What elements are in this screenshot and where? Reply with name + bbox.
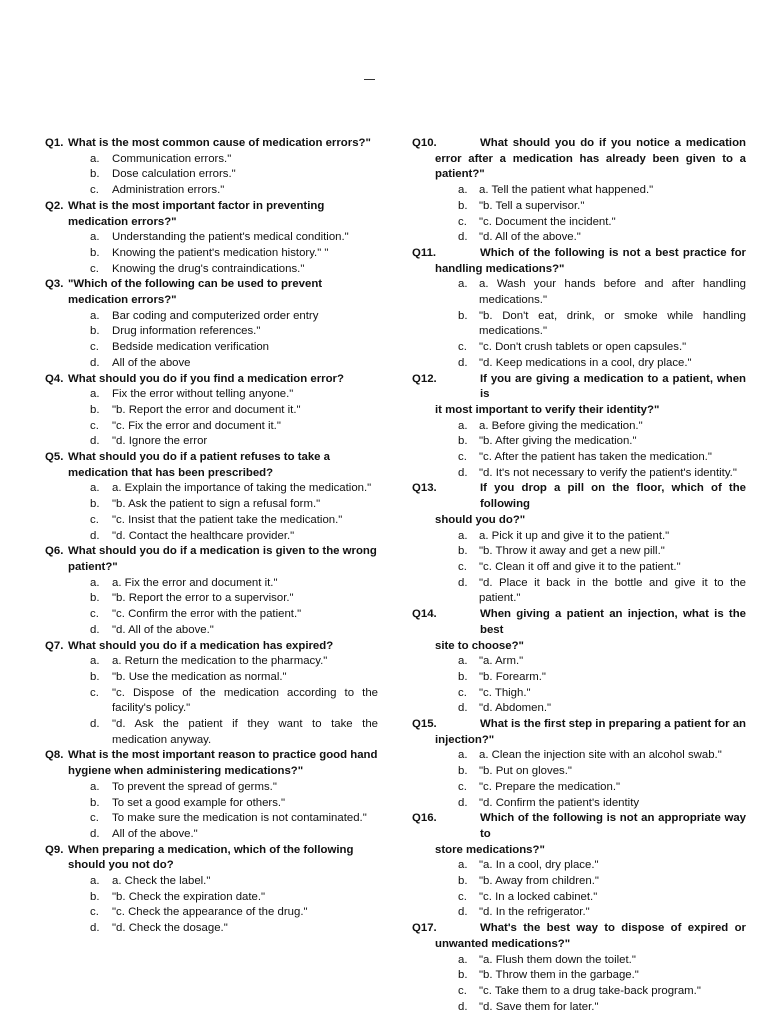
answer-option bbox=[45, 921, 378, 937]
option-letter: a. bbox=[458, 419, 468, 432]
option-letter: d. bbox=[90, 356, 100, 369]
option-text: "b. Ask the patient to sign a refusal form." bbox=[112, 498, 321, 511]
question-heading bbox=[412, 607, 746, 654]
option-text: a. Wash your hands before and after handling medications." bbox=[479, 278, 746, 307]
option-text: "d. Keep medications in a cool, dry place." bbox=[479, 356, 692, 369]
option-letter: d. bbox=[90, 922, 100, 935]
answer-option bbox=[412, 780, 746, 796]
option-text: "b. Report the error and document it." bbox=[112, 403, 301, 416]
question-text-line1: What should you do if you notice a medication bbox=[480, 137, 746, 149]
option-letter: b. bbox=[90, 592, 100, 605]
option-text: "d. Ignore the error bbox=[112, 435, 208, 448]
option-letter: b. bbox=[458, 969, 468, 982]
answer-option bbox=[412, 560, 746, 576]
option-letter: a. bbox=[458, 184, 468, 197]
answer-option bbox=[412, 764, 746, 780]
option-letter: c. bbox=[90, 341, 99, 354]
answer-option bbox=[412, 968, 746, 984]
option-text: "d. Confirm the patient's identity bbox=[479, 796, 640, 809]
option-text: "d. It's not necessary to verify the patient's identity." bbox=[479, 466, 737, 479]
question-block bbox=[45, 277, 378, 371]
option-text: Understanding the patient's medical condition." bbox=[112, 231, 349, 244]
question-text-line1: What's the best way to dispose of expired or bbox=[480, 922, 746, 935]
question-heading bbox=[45, 372, 378, 388]
option-letter: a. bbox=[90, 780, 100, 793]
question-number: Q1. bbox=[45, 137, 64, 149]
option-letter: d. bbox=[90, 529, 100, 542]
answer-option bbox=[412, 356, 746, 372]
question-number: Q11. bbox=[412, 246, 437, 259]
option-letter: c. bbox=[458, 890, 467, 903]
option-letter: d. bbox=[458, 906, 468, 919]
option-letter: b. bbox=[458, 435, 468, 448]
option-letter: c. bbox=[90, 812, 99, 825]
option-letter: a. bbox=[458, 655, 468, 668]
question-number: Q17. bbox=[412, 922, 437, 935]
answer-option bbox=[45, 340, 378, 356]
option-text: "b. After giving the medication." bbox=[479, 435, 637, 448]
question-heading bbox=[45, 136, 378, 152]
question-text-line2: unwanted medications?" bbox=[435, 937, 571, 950]
option-text: "a. In a cool, dry place." bbox=[479, 859, 599, 872]
option-letter: b. bbox=[90, 246, 100, 259]
answer-option bbox=[45, 811, 378, 827]
question-number: Q7. bbox=[45, 639, 64, 652]
option-text: a. Pick it up and give it to the patient." bbox=[479, 529, 670, 542]
option-text: "a. Arm." bbox=[479, 655, 524, 668]
answer-option bbox=[412, 748, 746, 764]
option-text: "c. Confirm the error with the patient." bbox=[112, 608, 302, 621]
answer-option bbox=[412, 984, 746, 1000]
question-block bbox=[45, 544, 378, 638]
answer-option bbox=[412, 309, 746, 340]
answer-option bbox=[45, 576, 378, 592]
option-letter: c. bbox=[90, 686, 99, 699]
option-letter: c. bbox=[458, 686, 467, 699]
question-block bbox=[45, 199, 378, 278]
question-block bbox=[45, 450, 378, 544]
question-text: What should you do if a medication is given to the wrong patient?" bbox=[68, 545, 377, 573]
option-text: "b. Forearm." bbox=[479, 670, 546, 683]
answer-option bbox=[412, 419, 746, 435]
option-letter: c. bbox=[458, 215, 467, 228]
question-heading bbox=[45, 199, 378, 230]
option-letter: b. bbox=[90, 670, 100, 683]
answer-option bbox=[412, 199, 746, 215]
option-text: "b. Use the medication as normal." bbox=[112, 670, 287, 683]
answer-option bbox=[412, 654, 746, 670]
option-text: "c. Check the appearance of the drug." bbox=[112, 906, 308, 919]
question-text-line2: should you do?" bbox=[435, 513, 526, 526]
answer-option bbox=[45, 434, 378, 450]
question-number: Q13. bbox=[412, 482, 437, 495]
question-block bbox=[45, 372, 378, 451]
option-text: a. Clean the injection site with an alcohol swab." bbox=[479, 749, 722, 762]
option-text: "a. Flush them down the toilet." bbox=[479, 953, 636, 966]
answer-option bbox=[412, 796, 746, 812]
question-block bbox=[412, 481, 746, 607]
option-text: "c. Dispose of the medication according to the facility's policy." bbox=[112, 686, 378, 715]
answer-option bbox=[45, 403, 378, 419]
question-heading bbox=[45, 544, 378, 575]
answer-option bbox=[412, 450, 746, 466]
option-text: "b. Check the expiration date." bbox=[112, 890, 266, 903]
option-text: a. Tell the patient what happened." bbox=[479, 184, 654, 197]
option-text: "d. Ask the patient if they want to take the medication anyway. bbox=[112, 718, 378, 746]
option-letter: c. bbox=[458, 984, 467, 997]
question-text-line1: What is the first step in preparing a patient for an bbox=[480, 718, 746, 731]
option-letter: c. bbox=[90, 906, 99, 919]
option-letter: d. bbox=[458, 356, 468, 369]
option-text: a. Explain the importance of taking the medication." bbox=[112, 482, 372, 495]
option-letter: d. bbox=[90, 827, 100, 840]
question-number: Q9. bbox=[45, 843, 64, 856]
answer-option bbox=[412, 230, 746, 246]
question-text-line1: Which of the following is not an appropriate way to bbox=[480, 812, 746, 840]
option-text: "c. Document the incident." bbox=[479, 215, 616, 228]
option-letter: b. bbox=[458, 309, 468, 322]
answer-option bbox=[45, 670, 378, 686]
option-letter: b. bbox=[90, 796, 100, 809]
question-text: What should you do if a medication has expired? bbox=[68, 639, 334, 652]
option-letter: b. bbox=[90, 498, 100, 511]
option-text: All of the above bbox=[112, 356, 191, 369]
option-text: "c. Insist that the patient take the medication." bbox=[112, 513, 343, 526]
option-letter: b. bbox=[90, 890, 100, 903]
question-number: Q14. bbox=[412, 608, 437, 621]
option-letter: a. bbox=[90, 655, 100, 668]
question-text-line2: site to choose?" bbox=[435, 639, 524, 652]
option-text: "d. Contact the healthcare provider." bbox=[112, 529, 295, 542]
answer-option bbox=[45, 167, 378, 183]
option-text: "d. All of the above." bbox=[479, 231, 581, 244]
answer-option bbox=[45, 356, 378, 372]
answer-option bbox=[45, 419, 378, 435]
answer-option bbox=[45, 152, 378, 168]
question-number: Q16. bbox=[412, 812, 437, 825]
answer-option bbox=[412, 953, 746, 969]
option-letter: d. bbox=[90, 718, 100, 731]
question-text: What is the most important reason to practice good hand hygiene when administering medications?" bbox=[68, 749, 378, 778]
answer-option bbox=[45, 607, 378, 623]
question-block bbox=[412, 811, 746, 921]
option-text: "c. Prepare the medication." bbox=[479, 780, 621, 793]
option-letter: c. bbox=[90, 513, 99, 526]
option-letter: d. bbox=[458, 576, 468, 589]
option-text: Bar coding and computerized order entry bbox=[112, 309, 319, 322]
option-letter: d. bbox=[90, 435, 100, 448]
option-text: "c. Clean it off and give it to the patient." bbox=[479, 560, 681, 573]
question-block bbox=[412, 921, 746, 1015]
option-letter: d. bbox=[458, 1000, 468, 1013]
option-letter: b. bbox=[90, 403, 100, 416]
option-letter: b. bbox=[458, 765, 468, 778]
answer-option bbox=[412, 215, 746, 231]
question-text: What should you do if a patient refuses to take a medication that has been prescribed? bbox=[68, 451, 331, 479]
question-block bbox=[412, 717, 746, 811]
question-heading bbox=[412, 136, 746, 183]
question-number: Q12. bbox=[412, 372, 437, 385]
question-text-line2: injection?" bbox=[435, 733, 495, 746]
question-heading bbox=[412, 921, 746, 952]
question-block bbox=[45, 843, 378, 937]
option-letter: b. bbox=[458, 875, 468, 888]
answer-option bbox=[45, 324, 378, 340]
answer-option bbox=[45, 309, 378, 325]
option-text: Administration errors." bbox=[112, 184, 225, 197]
question-block bbox=[412, 136, 746, 246]
right-column bbox=[412, 136, 746, 1015]
option-text: Bedside medication verification bbox=[112, 341, 270, 354]
option-letter: a. bbox=[90, 152, 100, 165]
question-heading bbox=[412, 717, 746, 748]
option-letter: b. bbox=[458, 545, 468, 558]
option-letter: d. bbox=[458, 231, 468, 244]
question-heading bbox=[412, 372, 746, 419]
question-heading bbox=[45, 450, 378, 481]
answer-option bbox=[412, 670, 746, 686]
question-block bbox=[412, 246, 746, 372]
question-block bbox=[412, 607, 746, 717]
question-text: What is the most important factor in preventing medication errors?" bbox=[68, 199, 325, 228]
answer-option bbox=[412, 686, 746, 702]
option-letter: a. bbox=[458, 749, 468, 762]
option-letter: a. bbox=[90, 875, 100, 888]
option-text: "c. After the patient has taken the medication." bbox=[479, 451, 712, 464]
option-text: "b. Report the error to a supervisor." bbox=[112, 592, 294, 605]
answer-option bbox=[45, 246, 378, 262]
option-text: "d. Check the dosage." bbox=[112, 922, 228, 935]
option-text: "c. In a locked cabinet." bbox=[479, 890, 598, 903]
option-text: All of the above." bbox=[112, 827, 198, 840]
option-text: "b. Throw them in the garbage." bbox=[479, 969, 639, 982]
question-block bbox=[45, 748, 378, 842]
question-number: Q5. bbox=[45, 451, 64, 464]
option-letter: c. bbox=[458, 780, 467, 793]
option-text: a. Check the label." bbox=[112, 875, 211, 888]
answer-option bbox=[412, 466, 746, 482]
option-letter: c. bbox=[458, 560, 467, 573]
answer-option bbox=[45, 230, 378, 246]
option-text: "c. Don't crush tablets or open capsules." bbox=[479, 341, 687, 354]
question-text-line2: error after a medication has already been given to a patient?" bbox=[435, 152, 746, 181]
option-text: "b. Throw it away and get a new pill." bbox=[479, 545, 665, 558]
option-text: To make sure the medication is not contaminated." bbox=[112, 812, 367, 825]
option-text: a. Before giving the medication." bbox=[479, 419, 643, 432]
question-text-line2: handling medications?" bbox=[435, 262, 565, 275]
answer-option bbox=[412, 1000, 746, 1016]
answer-option bbox=[45, 623, 378, 639]
question-number: Q3. bbox=[45, 278, 64, 291]
option-letter: c. bbox=[458, 451, 467, 464]
option-letter: a. bbox=[90, 388, 100, 401]
question-text: When preparing a medication, which of the following should you not do? bbox=[68, 843, 354, 872]
option-letter: c. bbox=[90, 419, 99, 432]
question-block bbox=[45, 639, 378, 749]
answer-option bbox=[45, 905, 378, 921]
question-number: Q8. bbox=[45, 749, 64, 762]
question-number: Q10. bbox=[412, 137, 437, 149]
option-letter: a. bbox=[458, 529, 468, 542]
option-text: "c. Fix the error and document it." bbox=[112, 419, 281, 432]
answer-option bbox=[412, 340, 746, 356]
option-letter: b. bbox=[90, 325, 100, 338]
question-text-line1: If you are giving a medication to a patient, when is bbox=[480, 372, 746, 401]
answer-option bbox=[45, 529, 378, 545]
option-text: Communication errors." bbox=[112, 152, 232, 165]
answer-option bbox=[45, 874, 378, 890]
option-letter: c. bbox=[90, 184, 99, 197]
header-dash bbox=[364, 79, 375, 80]
question-text-line2: store medications?" bbox=[435, 843, 545, 856]
option-text: "b. Put on gloves." bbox=[479, 765, 572, 778]
answer-option bbox=[412, 277, 746, 308]
question-text: What is the most common cause of medication errors?" bbox=[68, 137, 371, 149]
question-heading bbox=[412, 811, 746, 858]
option-text: Knowing the patient's medication history." " bbox=[112, 246, 329, 259]
question-text: "Which of the following can be used to prevent medication errors?" bbox=[68, 278, 323, 307]
answer-option bbox=[45, 591, 378, 607]
option-text: "b. Don't eat, drink, or smoke while handling medications." bbox=[479, 309, 746, 338]
question-heading bbox=[412, 481, 746, 528]
question-block bbox=[45, 136, 378, 199]
option-letter: a. bbox=[458, 278, 468, 291]
question-heading bbox=[45, 843, 378, 874]
answer-option bbox=[412, 905, 746, 921]
option-letter: b. bbox=[90, 168, 100, 181]
answer-option bbox=[45, 780, 378, 796]
option-text: "b. Tell a supervisor." bbox=[479, 199, 585, 212]
question-number: Q15. bbox=[412, 718, 437, 731]
option-letter: a. bbox=[90, 482, 100, 495]
question-block bbox=[412, 372, 746, 482]
option-text: "d. Save them for later." bbox=[479, 1000, 599, 1013]
answer-option bbox=[45, 262, 378, 278]
answer-option bbox=[412, 434, 746, 450]
question-number: Q6. bbox=[45, 545, 64, 558]
option-letter: a. bbox=[90, 309, 100, 322]
question-number: Q2. bbox=[45, 199, 64, 212]
option-text: "d. Place it back in the bottle and give it to the patient." bbox=[479, 576, 746, 605]
question-heading bbox=[45, 639, 378, 655]
option-text: To prevent the spread of germs." bbox=[112, 780, 277, 793]
option-letter: d. bbox=[90, 623, 100, 636]
option-letter: c. bbox=[90, 608, 99, 621]
answer-option bbox=[45, 387, 378, 403]
answer-option bbox=[412, 701, 746, 717]
option-letter: a. bbox=[458, 859, 468, 872]
question-text: What should you do if you find a medication error? bbox=[68, 372, 344, 385]
option-letter: d. bbox=[458, 466, 468, 479]
option-text: "c. Thigh." bbox=[479, 686, 531, 699]
option-text: To set a good example for others." bbox=[112, 796, 286, 809]
option-text: Fix the error without telling anyone." bbox=[112, 388, 294, 401]
option-text: Knowing the drug's contraindications." bbox=[112, 262, 305, 275]
answer-option bbox=[412, 874, 746, 890]
answer-option bbox=[412, 529, 746, 545]
answer-option bbox=[45, 890, 378, 906]
option-text: a. Fix the error and document it." bbox=[112, 576, 278, 589]
question-heading bbox=[45, 277, 378, 308]
option-text: a. Return the medication to the pharmacy." bbox=[112, 655, 328, 668]
option-letter: c. bbox=[458, 341, 467, 354]
answer-option bbox=[412, 183, 746, 199]
answer-option bbox=[45, 796, 378, 812]
option-text: "d. In the refrigerator." bbox=[479, 906, 590, 919]
question-text-line1: If you drop a pill on the floor, which of the following bbox=[480, 482, 746, 511]
option-text: "d. Abdomen." bbox=[479, 702, 552, 715]
answer-option bbox=[412, 890, 746, 906]
option-text: "d. All of the above." bbox=[112, 623, 214, 636]
answer-option bbox=[45, 513, 378, 529]
answer-option bbox=[45, 686, 378, 717]
option-letter: a. bbox=[458, 953, 468, 966]
option-letter: a. bbox=[90, 231, 100, 244]
question-text-line1: Which of the following is not a best practice for bbox=[480, 246, 746, 259]
answer-option bbox=[412, 576, 746, 607]
answer-option bbox=[45, 717, 378, 748]
question-heading bbox=[45, 748, 378, 779]
answer-option bbox=[45, 481, 378, 497]
option-text: "b. Away from children." bbox=[479, 875, 599, 888]
option-text: Dose calculation errors." bbox=[112, 168, 236, 181]
question-number: Q4. bbox=[45, 372, 64, 385]
option-letter: c. bbox=[90, 262, 99, 275]
option-text: Drug information references." bbox=[112, 325, 261, 338]
option-text: "c. Take them to a drug take-back program." bbox=[479, 984, 701, 997]
answer-option bbox=[45, 497, 378, 513]
answer-option bbox=[45, 183, 378, 199]
question-text-line1: When giving a patient an injection, what is the best bbox=[480, 608, 746, 636]
option-letter: d. bbox=[458, 702, 468, 715]
question-heading bbox=[412, 246, 746, 277]
option-letter: b. bbox=[458, 199, 468, 212]
option-letter: a. bbox=[90, 576, 100, 589]
answer-option bbox=[45, 654, 378, 670]
answer-option bbox=[412, 544, 746, 560]
left-column bbox=[45, 136, 378, 937]
answer-option bbox=[45, 827, 378, 843]
option-letter: b. bbox=[458, 670, 468, 683]
option-letter: d. bbox=[458, 796, 468, 809]
question-text-line2: it most important to verify their identity?" bbox=[435, 403, 660, 416]
answer-option bbox=[412, 858, 746, 874]
